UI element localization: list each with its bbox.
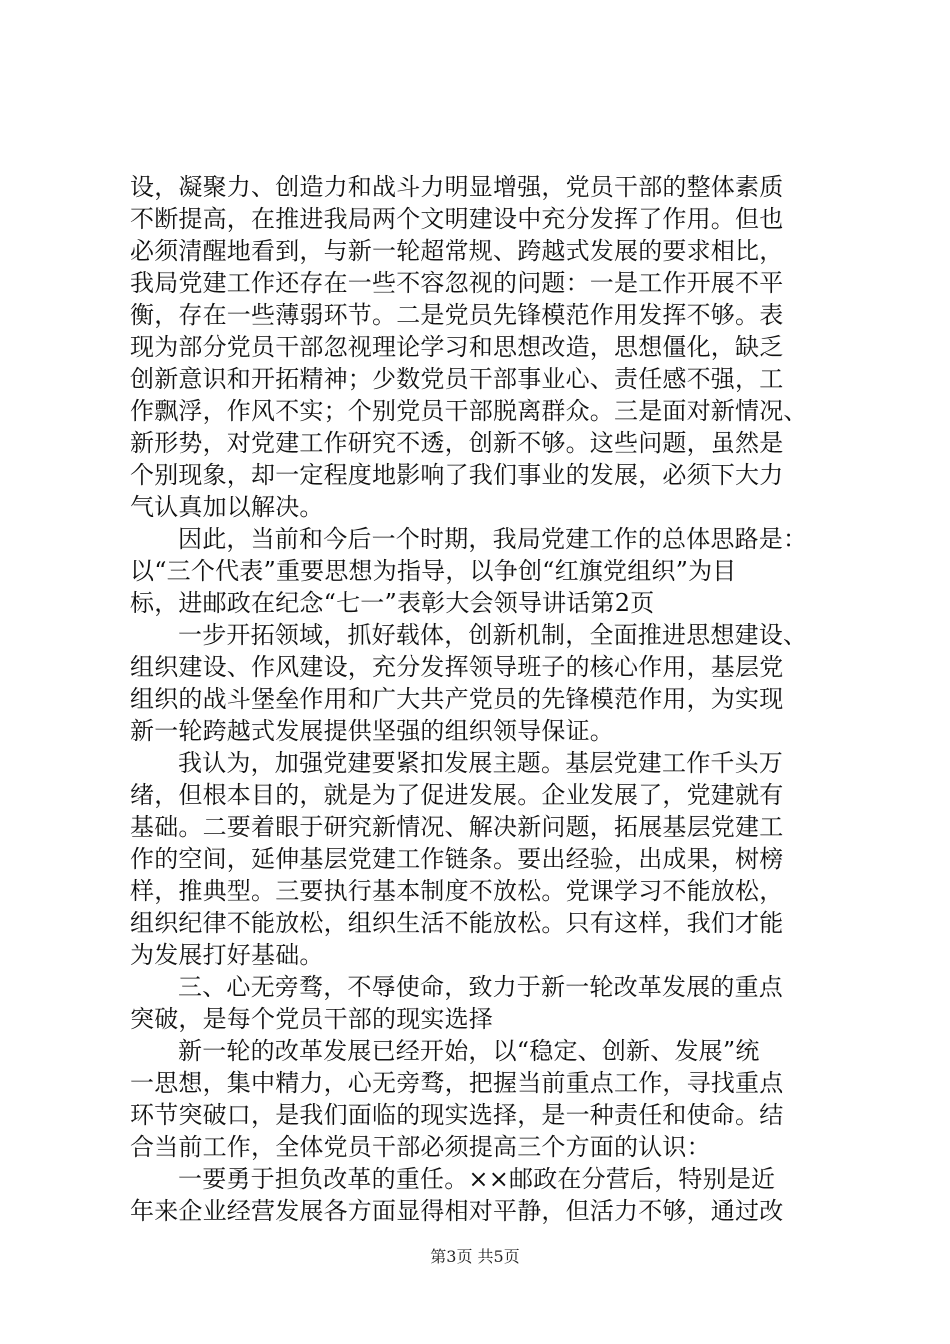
text-line: 年来企业经营发展各方面显得相对平静，但活力不够，通过改 xyxy=(130,1197,784,1225)
text-line: 为发展打好基础。 xyxy=(130,941,324,969)
text-line: 因此，当前和今后一个时期，我局党建工作的总体思路是： xyxy=(178,525,808,553)
text-line: 作飘浮，作风不实；个别党员干部脱离群众。三是面对新情况、 xyxy=(130,397,808,425)
text-line: 一思想，集中精力，心无旁骛，把握当前重点工作，寻找重点 xyxy=(130,1069,784,1097)
text-line: 作的空间，延伸基层党建工作链条。要出经验，出成果，树榜 xyxy=(130,845,784,873)
text-line: 绪，但根本目的，就是为了促进发展。企业发展了，党建就有 xyxy=(130,781,784,809)
text-line: 新一轮跨越式发展提供坚强的组织领导保证。 xyxy=(130,717,614,745)
text-line: 基础。二要着眼于研究新情况、解决新问题，拓展基层党建工 xyxy=(130,813,784,841)
text-line: 必须清醒地看到，与新一轮超常规、跨越式发展的要求相比， xyxy=(130,237,784,265)
text-line: 样，推典型。三要执行基本制度不放松。党课学习不能放松， xyxy=(130,877,784,905)
text-line: 不断提高，在推进我局两个文明建设中充分发挥了作用。但也 xyxy=(130,205,784,233)
text-line: 个别现象，却一定程度地影响了我们事业的发展，必须下大力 xyxy=(130,461,784,489)
text-line: 我认为，加强党建要紧扣发展主题。基层党建工作千头万 xyxy=(178,749,783,777)
text-line: 标，进邮政在纪念“七一”表彰大会领导讲话第2页 xyxy=(130,589,655,617)
text-line: 设，凝聚力、创造力和战斗力明显增强，党员干部的整体素质 xyxy=(130,173,784,201)
text-line: 以“三个代表”重要思想为指导，以争创“红旗党组织”为目 xyxy=(130,557,737,585)
text-line: 一步开拓领域，抓好载体，创新机制，全面推进思想建设、 xyxy=(178,621,808,649)
text-line: 组织的战斗堡垒作用和广大共产党员的先锋模范作用，为实现 xyxy=(130,685,784,713)
text-line: 现为部分党员干部忽视理论学习和思想改造，思想僵化，缺乏 xyxy=(130,333,784,361)
text-line: 我局党建工作还存在一些不容忽视的问题：一是工作开展不平 xyxy=(130,269,784,297)
text-line: 组织纪律不能放松，组织生活不能放松。只有这样，我们才能 xyxy=(130,909,784,937)
text-line: 气认真加以解决。 xyxy=(130,493,324,521)
text-line: 新形势，对党建工作研究不透，创新不够。这些问题，虽然是 xyxy=(130,429,784,457)
text-line: 合当前工作，全体党员干部必须提高三个方面的认识： xyxy=(130,1133,711,1161)
text-line: 组织建设、作风建设，充分发挥领导班子的核心作用，基层党 xyxy=(130,653,784,681)
text-line: 突破，是每个党员干部的现实选择 xyxy=(130,1005,493,1033)
text-line: 环节突破口，是我们面临的现实选择，是一种责任和使命。结 xyxy=(130,1101,784,1129)
text-line: 创新意识和开拓精神；少数党员干部事业心、责任感不强，工 xyxy=(130,365,784,393)
document-body xyxy=(130,171,830,1227)
page-footer: 第3页 共5页 xyxy=(430,1247,520,1266)
text-line: 一要勇于担负改革的重任。××邮政在分营后，特别是近 xyxy=(178,1165,776,1193)
text-line: 三、心无旁骛，不辱使命，致力于新一轮改革发展的重点 xyxy=(178,973,783,1001)
text-line: 衡，存在一些薄弱环节。二是党员先锋模范作用发挥不够。表 xyxy=(130,301,784,329)
text-line: 新一轮的改革发展已经开始，以“稳定、创新、发展”统 xyxy=(178,1037,760,1065)
